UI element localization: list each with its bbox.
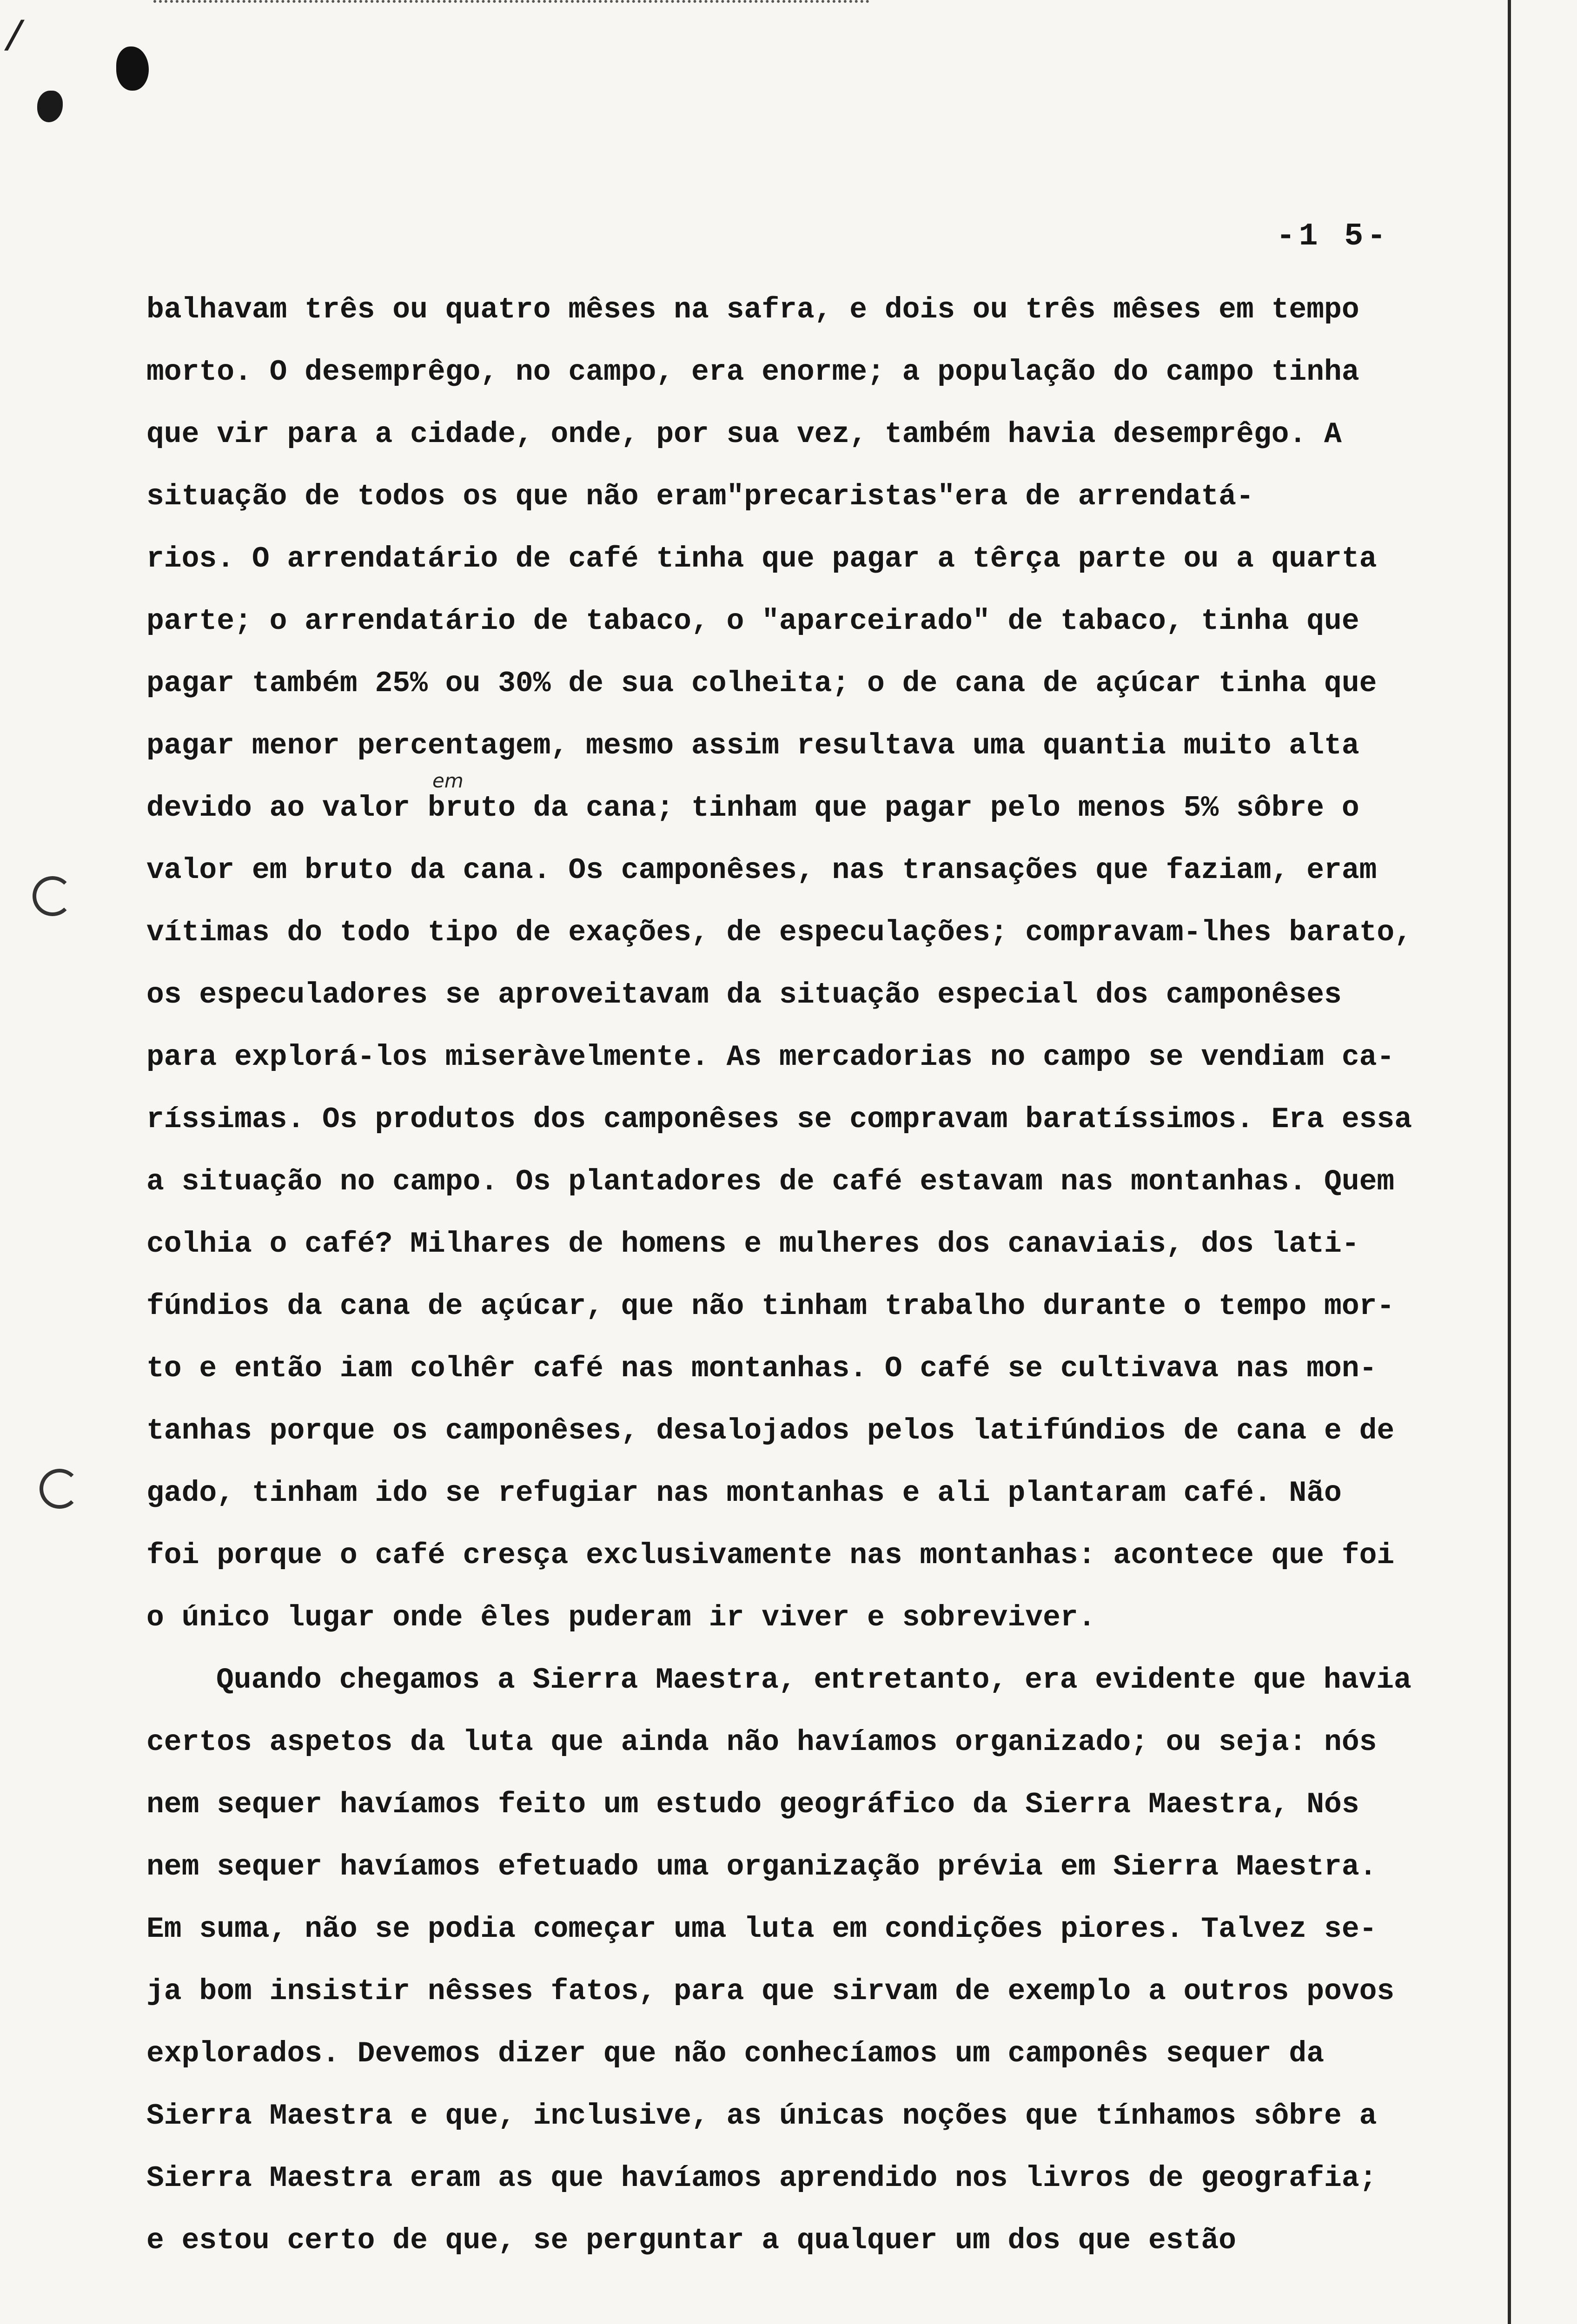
text-line: pagar menor percentagem, mesmo assim resultava uma quantia muito alta xyxy=(146,729,1359,762)
text-line: ríssimas. Os produtos dos camponêses se compravam baratíssimos. Era essa xyxy=(146,1103,1412,1136)
text-line: para explorá-los miseràvelmente. As mercadorias no campo se vendiam ca- xyxy=(146,1041,1395,1074)
text-line: nem sequer havíamos efetuado uma organização prévia em Sierra Maestra. xyxy=(146,1850,1377,1883)
text-line: nem sequer havíamos feito um estudo geográfico da Sierra Maestra, Nós xyxy=(146,1788,1359,1821)
paragraph-start-line: Quando chegamos a Sierra Maestra, entretanto, era evidente que havia xyxy=(216,1664,1411,1697)
text-line: fúndios da cana de açúcar, que não tinham trabalho durante o tempo mor- xyxy=(146,1290,1395,1323)
punch-hole xyxy=(40,1469,80,1509)
text-line: explorados. Devemos dizer que não conhecíamos um camponês sequer da xyxy=(146,2037,1325,2070)
text-line: colhia o café? Milhares de homens e mulheres dos canaviais, dos lati- xyxy=(146,1228,1359,1261)
text-line: tanhas porque os camponêses, desalojados pelos latifúndios de cana e de xyxy=(146,1414,1395,1447)
text-line: situação de todos os que não eram"precaristas"era de arrendatá- xyxy=(146,480,1254,513)
typed-text-body xyxy=(146,279,1504,2272)
text-line: Sierra Maestra e que, inclusive, as únicas noções que tínhamos sôbre a xyxy=(146,2100,1377,2133)
text-line: vítimas do todo tipo de exações, de especulações; compravam-lhes barato, xyxy=(146,916,1412,949)
text-line: balhavam três ou quatro mêses na safra, e dois ou três mêses em tempo xyxy=(146,293,1359,326)
top-dotted-mark xyxy=(153,0,869,7)
text-line: ja bom insistir nêsses fatos, para que sirvam de exemplo a outros povos xyxy=(146,1975,1395,2008)
text-line: os especuladores se aproveitavam da situação especial dos camponêses xyxy=(146,978,1342,1011)
text-line: a situação no campo. Os plantadores de café estavam nas montanhas. Quem xyxy=(146,1165,1395,1198)
corner-mark: / xyxy=(2,16,27,63)
text-line: Sierra Maestra eram as que havíamos aprendido nos livros de geografia; xyxy=(146,2162,1377,2195)
text-line: parte; o arrendatário de tabaco, o "aparceirado" de tabaco, tinha que xyxy=(146,605,1359,638)
text-line: certos aspetos da luta que ainda não havíamos organizado; ou seja: nós xyxy=(146,1726,1377,1759)
handwritten-annotation: em xyxy=(432,769,464,792)
page-number: -1 5- xyxy=(1276,218,1390,254)
text-line: pagar também 25% ou 30% de sua colheita; o de cana de açúcar tinha que xyxy=(146,667,1377,700)
text-line: gado, tinham ido se refugiar nas montanhas e ali plantaram café. Não xyxy=(146,1477,1342,1510)
text-line: to e então iam colhêr café nas montanhas. O café se cultivava nas mon- xyxy=(146,1352,1377,1385)
text-line: foi porque o café cresça exclusivamente nas montanhas: acontece que foi xyxy=(146,1539,1395,1572)
text-line: e estou certo de que, se perguntar a qualquer um dos que estão xyxy=(146,2224,1236,2257)
text-line: rios. O arrendatário de café tinha que pagar a têrça parte ou a quarta xyxy=(146,542,1377,575)
right-margin-line xyxy=(1508,0,1511,2324)
text-line: o único lugar onde êles puderam ir viver e sobreviver. xyxy=(146,1601,1096,1634)
ink-blot xyxy=(116,46,149,91)
text-line: valor em bruto da cana. Os camponêses, nas transações que faziam, eram xyxy=(146,854,1377,887)
text-line: que vir para a cidade, onde, por sua vez, também havia desemprêgo. A xyxy=(146,418,1342,451)
text-line: Em suma, não se podia começar uma luta em condições piores. Talvez se- xyxy=(146,1913,1377,1946)
text-line: morto. O desemprêgo, no campo, era enorme; a população do campo tinha xyxy=(146,356,1359,389)
text-line: devido ao valor bruto da cana; tinham que pagar pelo menos 5% sôbre o xyxy=(146,792,1359,825)
ink-blot xyxy=(37,91,63,122)
punch-hole xyxy=(33,876,73,916)
